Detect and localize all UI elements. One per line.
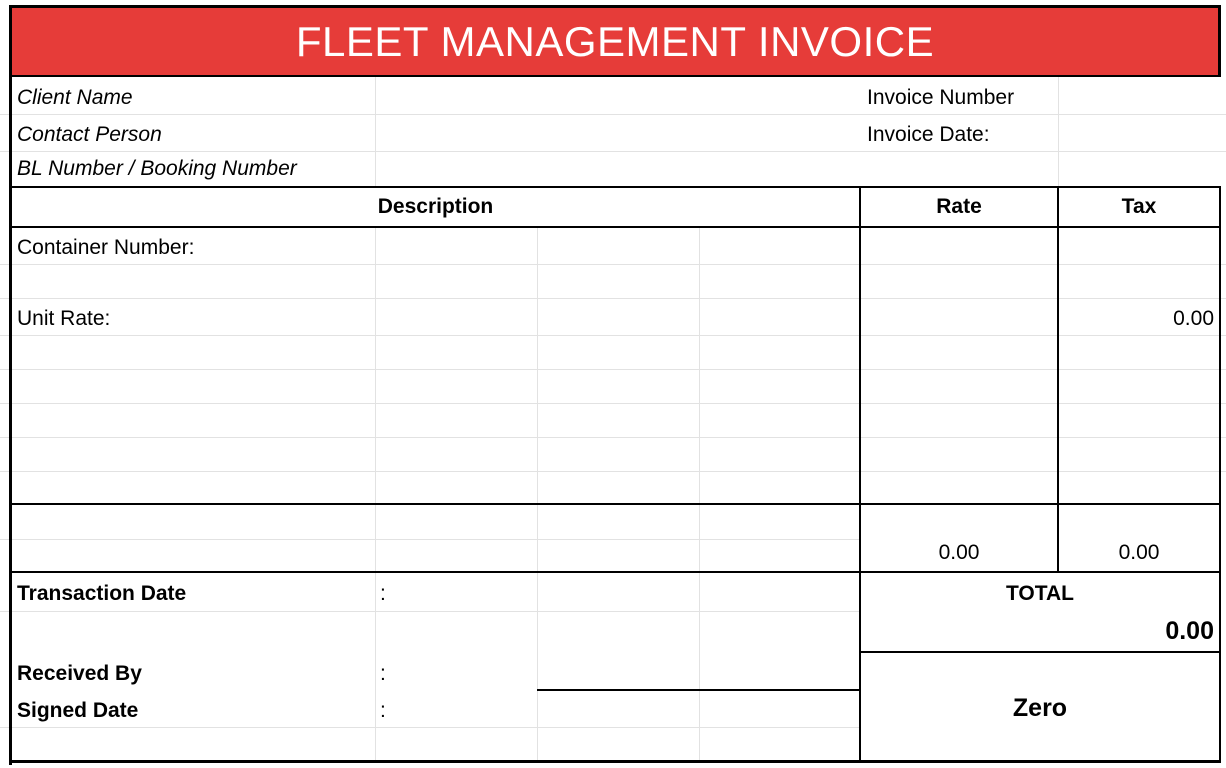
total-label: TOTAL [1005,582,1075,605]
transaction-date-colon: : [380,582,386,605]
transaction-date-cell[interactable] [538,573,859,611]
signed-date-colon: : [380,699,386,722]
invoice-date-label: Invoice Date: [867,123,990,146]
received-by-signature-line[interactable] [538,653,859,689]
tax-subtotal: 0.00 [1118,541,1160,564]
invoice-date-cell[interactable] [1059,115,1219,151]
description-column-header: Description [377,195,494,218]
invoice-number-label: Invoice Number [867,86,1015,109]
rate-subtotal: 0.00 [938,541,980,564]
amount-in-words: Zero [1012,694,1068,722]
tax-column-header: Tax [1121,195,1157,218]
invoice-title: FLEET MANAGEMENT INVOICE [295,18,935,65]
bl-number-cell[interactable] [376,152,859,186]
received-by-colon: : [380,662,386,685]
contact-person-label: Contact Person [17,123,162,146]
container-number-label: Container Number: [17,236,195,259]
signed-date-label: Signed Date [17,699,139,722]
total-value: 0.00 [1165,617,1214,645]
unit-rate-tax-value: 0.00 [1173,307,1214,330]
rate-column-header: Rate [936,195,982,218]
received-by-label: Received By [17,662,142,685]
bl-number-label: BL Number / Booking Number [17,157,297,180]
invoice-number-cell[interactable] [1059,77,1219,114]
contact-person-cell[interactable] [376,115,859,151]
client-name-label: Client Name [17,86,133,109]
transaction-date-label: Transaction Date [17,582,187,605]
client-name-cell[interactable] [376,77,859,114]
container-number-cell[interactable] [376,229,859,264]
unit-rate-label: Unit Rate: [17,307,111,330]
signed-date-cell[interactable] [538,691,859,727]
unit-rate-cell[interactable] [376,299,859,335]
